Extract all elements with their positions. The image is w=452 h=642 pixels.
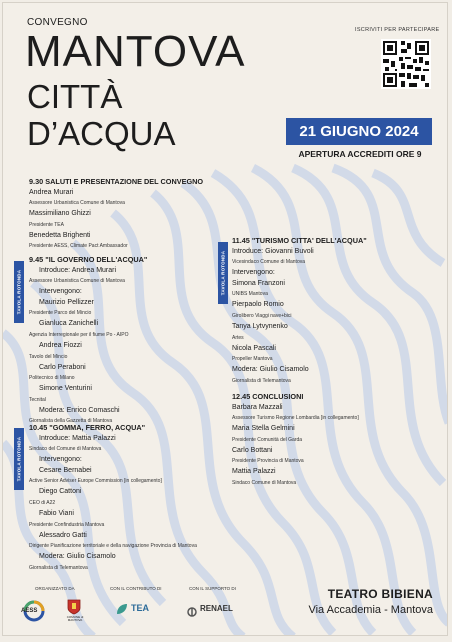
session-gomma-ferro-acqua — [29, 423, 197, 574]
speaker-role: Politecnico di Milano — [29, 375, 75, 382]
speaker-role: Vicesindaco Comune di Mantova — [232, 259, 306, 266]
speaker-name: Introduce: Mattia Palazzi — [39, 434, 116, 442]
speaker-name: Nicola Pascali — [232, 344, 276, 352]
speaker-role: Assessore Turismo Regione Lombardia [in collegamento] — [232, 415, 359, 422]
contributor-label: CON IL CONTRIBUTO DI — [110, 586, 162, 591]
title-acqua: D’ACQUA — [27, 115, 176, 152]
speaker-name: Intervengono: — [39, 288, 82, 296]
session-title: 9.30 SALUTI E PRESENTAZIONE DEL CONVEGNO — [29, 177, 204, 186]
session-welcome — [29, 177, 203, 252]
speaker-name: Modera: Enrico Comaschi — [39, 406, 120, 414]
speaker-role: Sindaco del Comune di Mantova — [29, 446, 102, 453]
renael-mark-icon — [187, 607, 197, 617]
speaker-name: Maria Stella Gelmini — [232, 425, 295, 433]
event-type: CONVEGNO — [27, 17, 88, 28]
speaker-role: Agenzia Interregionale per il fiume Po - AIPO — [29, 331, 129, 338]
speaker-role: CEO di A22 — [29, 499, 56, 506]
speaker-role: Presidente Comunità del Garda — [232, 436, 303, 443]
qr-code-icon[interactable] — [381, 39, 431, 89]
speaker-name: Tanya Lytvynenko — [232, 322, 288, 330]
signup-label: ISCRIVITI PER PARTECIPARE — [355, 27, 440, 33]
speaker-name: Cesare Bernabei — [39, 466, 92, 474]
speaker-name: Alessadro Gatti — [39, 531, 87, 539]
speaker-role: Giornalista di Telemantova — [232, 377, 291, 384]
organizer-label: ORGANIZZATO DA — [35, 586, 75, 591]
speaker-name: Massimiliano Ghizzi — [29, 210, 91, 218]
round-table-tag: TAVOLA ROTONDA — [14, 261, 24, 323]
speaker-role: Presidente Confindustria Mantova — [29, 521, 105, 528]
speaker-name: Intervengono: — [232, 269, 275, 277]
speaker-name: Gianluca Zanichelli — [39, 320, 99, 328]
speaker-role: Presidente Parco del Mincio — [29, 310, 92, 317]
crest-icon — [67, 599, 81, 615]
comune-mantova-logo: COMUNE di MANTOVA — [67, 599, 81, 620]
speaker-name: Pierpaolo Romio — [232, 301, 284, 309]
speaker-role: Active Senior Adviser Europe Commission [in collegamento] — [29, 478, 162, 485]
session-governo — [29, 255, 147, 427]
speaker-role: Propeller Mantova — [232, 356, 273, 363]
speaker-role: Giornalista di Telemantova — [29, 564, 88, 571]
speaker-name: Simone Venturini — [39, 385, 92, 393]
speaker-name: Andrea Murari — [29, 188, 74, 196]
round-table-tag: TAVOLA ROTONDA — [218, 242, 228, 304]
speaker-name: Introduce: Andrea Murari — [39, 266, 117, 274]
supporter-label: CON IL SUPPORTO DI — [189, 586, 236, 591]
speaker-name: Benedetta Brighenti — [29, 231, 91, 239]
speaker-name: Fabio Viani — [39, 509, 74, 517]
title-mantova: MANTOVA — [25, 27, 246, 76]
speaker-role: Tecnital — [29, 396, 46, 403]
speaker-name: Carlo Peraboni — [39, 363, 86, 371]
speaker-name: Mattia Palazzi — [232, 468, 276, 476]
speaker-name: Simona Franzoni — [232, 279, 285, 287]
venue-address: Via Accademia - Mantova — [308, 604, 433, 616]
session-title: 9.45 "IL GOVERNO DELL'ACQUA" — [29, 255, 148, 264]
session-title: 10.45 "GOMMA, FERRO, ACQUA" — [29, 423, 146, 432]
speaker-name: Modera: Giulio Cisamolo — [39, 553, 116, 561]
speaker-name: Maurizio Pellizzer — [39, 298, 94, 306]
tea-logo: TEA — [115, 602, 129, 621]
speaker-role: Tavolo del Mincio — [29, 353, 68, 360]
speaker-role: Presidente TEA — [29, 221, 64, 228]
speaker-role: Artes — [232, 334, 244, 341]
session-turismo — [232, 236, 367, 387]
speaker-role: Dirigente Pianificazione territoriale e della navigazione Provincia di Mantova — [29, 543, 197, 550]
event-date-badge: 21 GIUGNO 2024 — [286, 118, 432, 145]
speaker-role: UNIBS Mantova — [232, 291, 268, 298]
speaker-role: Sindaco Comune di Mantova — [232, 479, 297, 486]
speaker-role: Giornalista della Gazzetta di Mantova — [29, 418, 113, 425]
speaker-name: Modera: Giulio Cisamolo — [232, 366, 309, 374]
speaker-role: Presidente AESS, Climate Pact Ambassador — [29, 243, 128, 250]
title-citta: CITTÀ — [27, 78, 123, 115]
speaker-name: Carlo Bottani — [232, 446, 273, 454]
speaker-name: Diego Cattoni — [39, 488, 82, 496]
opening-time: APERTURA ACCREDITI ORE 9 — [298, 149, 422, 159]
session-title: 12.45 CONCLUSIONI — [232, 392, 304, 401]
poster — [2, 2, 448, 636]
speaker-name: Intervengono: — [39, 456, 82, 464]
speaker-role: Girolibero Viaggi nave+bici — [232, 312, 292, 319]
speaker-role: Assessore Urbanistica Comune di Mantova — [29, 278, 125, 285]
speaker-role: Presidente Provincia di Mantova — [232, 458, 304, 465]
speaker-name: Introduce: Giovanni Buvoli — [232, 247, 314, 255]
speaker-role: Assessore Urbanistica Comune di Mantova — [29, 200, 125, 207]
speaker-name: Andrea Fiozzi — [39, 341, 82, 349]
aess-logo: AESS — [23, 600, 45, 627]
renael-logo: RENAEL — [187, 604, 197, 622]
session-title: 11.45 "TURISMO CITTA' DELL'ACQUA" — [232, 236, 367, 245]
speaker-name: Barbara Mazzali — [232, 403, 283, 411]
round-table-tag: TAVOLA ROTONDA — [14, 428, 24, 490]
venue-name: TEATRO BIBIENA — [327, 587, 433, 601]
tea-leaf-icon — [115, 602, 129, 616]
session-conclusioni — [232, 392, 359, 489]
